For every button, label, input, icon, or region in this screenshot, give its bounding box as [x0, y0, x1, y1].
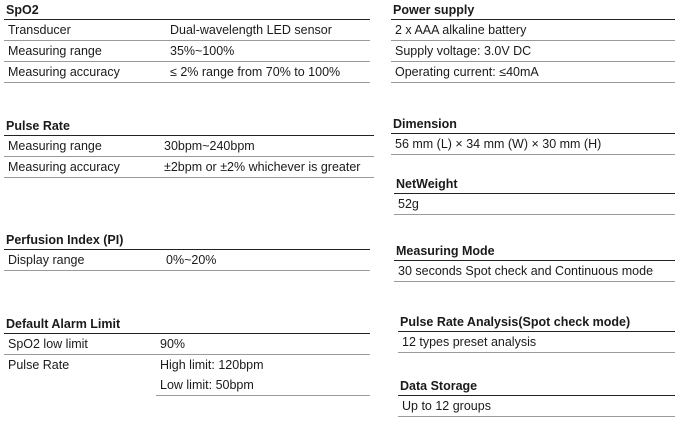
spec-value: 2 x AAA alkaline battery — [395, 23, 527, 37]
spec-value: Supply voltage: 3.0V DC — [395, 44, 532, 58]
spec-row — [391, 20, 675, 41]
spec-row — [4, 250, 370, 271]
spec-row — [394, 261, 675, 282]
pulse-rate-title: Pulse Rate — [4, 118, 374, 136]
spec-row — [4, 355, 370, 375]
spec-row — [4, 62, 370, 83]
perfusion-index-title: Perfusion Index (PI) — [4, 232, 370, 250]
spec-label: Measuring range — [8, 139, 102, 153]
pulse-rate-analysis-section — [398, 314, 675, 353]
measuring-mode-title: Measuring Mode — [394, 243, 675, 261]
spec-value: 52g — [398, 197, 419, 211]
spec-row — [391, 41, 675, 62]
measuring-mode-section — [394, 243, 675, 282]
dimension-title: Dimension — [391, 116, 675, 134]
spec-label: Measuring accuracy — [8, 160, 120, 174]
spec-value: 0%~20% — [166, 253, 217, 267]
perfusion-index-section — [4, 232, 370, 271]
spec-label: SpO2 low limit — [8, 337, 88, 351]
spec-row — [4, 20, 370, 41]
spec-value: ±2bpm or ±2% whichever is greater — [164, 160, 361, 174]
spec-value: 35%~100% — [170, 44, 235, 58]
spec-row — [398, 396, 675, 417]
pulse-rate-analysis-title: Pulse Rate Analysis(Spot check mode) — [398, 314, 675, 332]
power-supply-title: Power supply — [391, 2, 675, 20]
net-weight-section — [394, 176, 675, 215]
alarm-limit-section — [4, 316, 370, 396]
spec-row — [391, 62, 675, 83]
spec-value: 30bpm~240bpm — [164, 139, 255, 153]
spec-row — [4, 157, 374, 178]
spec-label: Measuring accuracy — [8, 65, 120, 79]
spec-value: 12 types preset analysis — [402, 335, 537, 349]
spec-row — [4, 41, 370, 62]
alarm-limit-title: Default Alarm Limit — [4, 316, 370, 334]
data-storage-title: Data Storage — [398, 378, 675, 396]
spo2-section — [4, 2, 370, 83]
dimension-section — [391, 116, 675, 155]
spec-label: Transducer — [8, 23, 71, 37]
spec-label: Pulse Rate — [8, 358, 70, 372]
spec-row — [391, 134, 675, 155]
spec-row — [394, 194, 675, 215]
spo2-title: SpO2 — [4, 2, 370, 20]
data-storage-section — [398, 378, 675, 417]
spec-row — [398, 332, 675, 353]
spec-value: Dual-wavelength LED sensor — [170, 23, 332, 37]
spec-value: Up to 12 groups — [402, 399, 491, 413]
net-weight-title: NetWeight — [394, 176, 675, 194]
spec-value: Low limit: 50bpm — [160, 378, 254, 392]
spec-row — [4, 136, 374, 157]
spec-value: High limit: 120bpm — [160, 358, 264, 372]
spec-value: 30 seconds Spot check and Continuous mode — [398, 264, 654, 278]
spec-value: 56 mm (L) × 34 mm (W) × 30 mm (H) — [395, 137, 602, 151]
spec-value: Operating current: ≤40mA — [395, 65, 539, 79]
spec-row — [4, 334, 370, 355]
spec-value: 90% — [160, 337, 186, 351]
spec-label: Display range — [8, 253, 85, 267]
spec-row — [156, 375, 370, 396]
spec-label: Measuring range — [8, 44, 102, 58]
pulse-rate-section — [4, 118, 374, 178]
spec-value: ≤ 2% range from 70% to 100% — [170, 65, 341, 79]
power-supply-section — [391, 2, 675, 83]
